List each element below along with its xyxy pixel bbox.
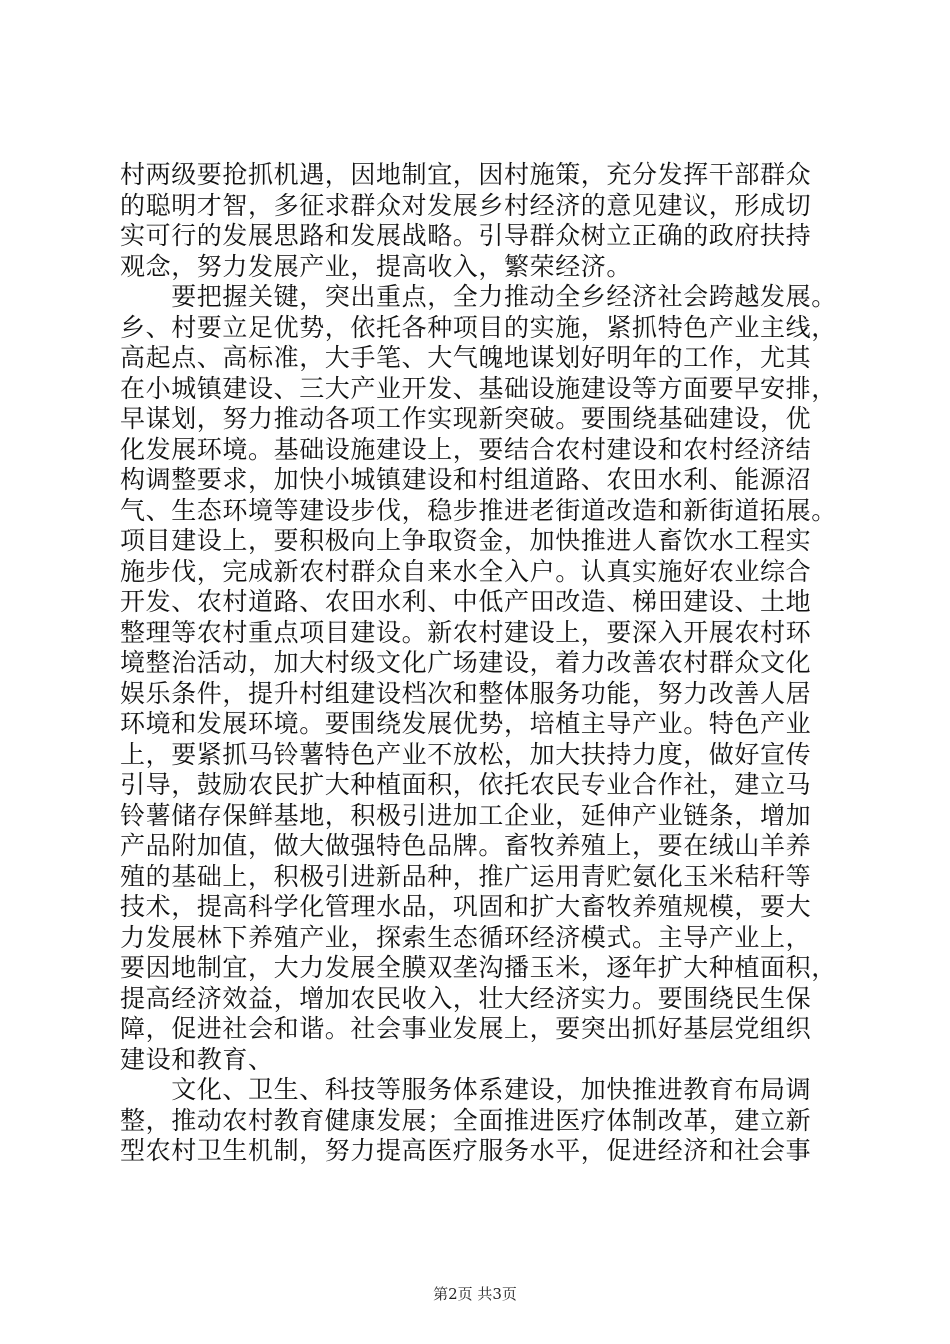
- text-line: 引导，鼓励农民扩大种植面积，依托农民专业合作社，建立马: [120, 770, 812, 799]
- text-line: 构调整要求，加快小城镇建设和村组道路、农田水利、能源沼: [120, 465, 812, 494]
- text-line: 施步伐，完成新农村群众自来水全入户。认真实施好农业综合: [120, 556, 812, 586]
- text-line: 项目建设上，要积极向上争取资金，加快推进人畜饮水工程实: [120, 526, 812, 555]
- text-line: 文化、卫生、科技等服务体系建设，加快推进教育布局调: [120, 1075, 812, 1104]
- page-footer: [0, 1284, 950, 1304]
- text-line: 整理等农村重点项目建设。新农村建设上，要深入开展农村环: [120, 617, 812, 647]
- text-line: 建设和教育、: [120, 1044, 274, 1074]
- text-line: 力发展林下养殖产业，探索生态循环经济模式。主导产业上，: [120, 922, 812, 952]
- text-line: 在小城镇建设、三大产业开发、基础设施建设等方面要早安排，: [120, 373, 837, 403]
- text-line: 提高经济效益，增加农民收入，壮大经济实力。要围绕民生保: [120, 983, 812, 1013]
- body-text: [120, 160, 850, 1167]
- text-line: 上，要紧抓马铃薯特色产业不放松，加大扶持力度，做好宣传: [120, 739, 812, 769]
- text-line: 开发、农村道路、农田水利、中低产田改造、梯田建设、土地: [120, 587, 812, 616]
- text-line: 高起点、高标准，大手笔、大气魄地谋划好明年的工作，尤其: [120, 343, 812, 372]
- text-line: 境整治活动，加大村级文化广场建设，着力改善农村群众文化: [120, 648, 812, 677]
- text-line: 气、生态环境等建设步伐，稳步推进老街道改造和新街道拓展。: [120, 495, 837, 525]
- text-line: 要把握关键，突出重点，全力推动全乡经济社会跨越发展。: [120, 282, 837, 311]
- text-line: 技术，提高科学化管理水品，巩固和扩大畜牧养殖规模，要大: [120, 892, 812, 921]
- text-line: 殖的基础上，积极引进新品种，推广运用青贮氨化玉米秸秆等: [120, 861, 812, 891]
- page-number: 第2页 共3页: [433, 1285, 517, 1303]
- text-line: 铃薯储存保鲜基地，积极引进加工企业，延伸产业链条，增加: [120, 800, 812, 830]
- text-line: 村两级要抢抓机遇，因地制宜，因村施策，充分发挥干部群众: [120, 160, 812, 189]
- text-line: 娱乐条件，提升村组建设档次和整体服务功能，努力改善人居: [120, 678, 812, 708]
- text-line: 乡、村要立足优势，依托各种项目的实施，紧抓特色产业主线，: [120, 312, 837, 342]
- text-line: 整，推动农村教育健康发展；全面推进医疗体制改革，建立新: [120, 1105, 812, 1135]
- text-line: 要因地制宜，大力发展全膜双垄沟播玉米，逐年扩大种植面积，: [120, 953, 837, 982]
- text-line: 早谋划，努力推动各项工作实现新突破。要围绕基础建设，优: [120, 404, 812, 433]
- text-line: 观念，努力发展产业，提高收入，繁荣经济。: [120, 251, 633, 281]
- text-line: 环境和发展环境。要围绕发展优势，培植主导产业。特色产业: [120, 709, 812, 738]
- text-line: 障，促进社会和谐。社会事业发展上，要突出抓好基层党组织: [120, 1014, 812, 1043]
- text-line: 产品附加值，做大做强特色品牌。畜牧养殖上，要在绒山羊养: [120, 831, 812, 860]
- text-line: 的聪明才智，多征求群众对发展乡村经济的意见建议，形成切: [120, 190, 812, 220]
- text-line: 实可行的发展思路和发展战略。引导群众树立正确的政府扶持: [120, 221, 812, 250]
- text-line: 型农村卫生机制，努力提高医疗服务水平，促进经济和社会事: [120, 1136, 812, 1165]
- text-line: 化发展环境。基础设施建设上，要结合农村建设和农村经济结: [120, 434, 812, 464]
